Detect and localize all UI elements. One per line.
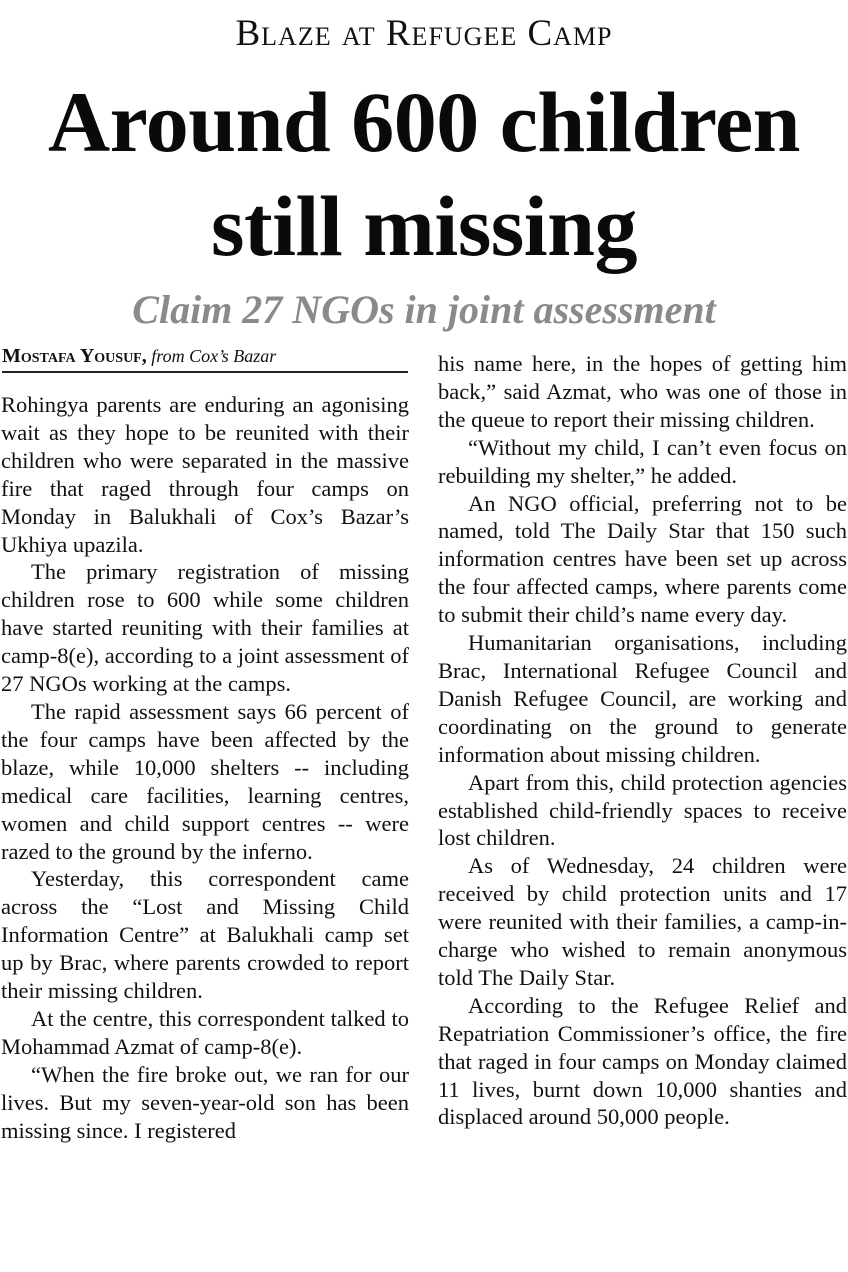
paragraph: According to the Refugee Relief and Repatriation Commissioner’s office, the fire that raged in four camps on Monday claimed 11 lives, burnt down 10,000 shanties and displaced around 50,000 people. bbox=[438, 992, 847, 1130]
article-column-1 bbox=[1, 391, 409, 1144]
article-column-2 bbox=[438, 350, 847, 1131]
headline bbox=[0, 70, 848, 278]
kicker: Blaze at Refugee Camp bbox=[235, 13, 613, 54]
headline-line-2: still missing bbox=[211, 178, 637, 274]
paragraph: Yesterday, this correspondent came across the “Lost and Missing Child Information Centre” at Balukhali camp set up by Brac, where parents crowded to report their missing children. bbox=[1, 866, 409, 1004]
dateline: from Cox’s Bazar bbox=[151, 346, 277, 366]
paragraph: “Without my child, I can’t even focus on rebuilding my shelter,” he added. bbox=[438, 434, 847, 488]
paragraph: Apart from this, child protection agencies established child-friendly spaces to receive lost children. bbox=[438, 769, 847, 851]
paragraph: As of Wednesday, 24 children were received by child protection units and 17 were reunited with their families, a camp-in-charge who wished to remain anonymous told The Daily Star. bbox=[438, 853, 847, 990]
subheadline: Claim 27 NGOs in joint assessment bbox=[132, 287, 716, 332]
headline-line-1: Around 600 children bbox=[48, 74, 800, 170]
paragraph: The primary registration of missing children rose to 600 while some children have started reuniting with their families at camp-8(e), according to a joint assessment of 27 NGOs working at the camps. bbox=[1, 559, 409, 697]
paragraph: The rapid assessment says 66 percent of the four camps have been affected by the blaze, while 10,000 shelters -- including medical care facilities, learning centres, women and child support centres -- were razed to the ground by the inferno. bbox=[1, 698, 409, 864]
paragraph: An NGO official, preferring not to be named, told The Daily Star that 150 such information centres have been set up across the four affected camps, where parents come to submit their child’s name every day. bbox=[438, 490, 847, 628]
paragraph: his name here, in the hopes of getting him back,” said Azmat, who was one of those in the queue to report their missing children. bbox=[438, 351, 847, 432]
paragraph: “When the fire broke out, we ran for our lives. But my seven-year-old son has been missing since. I registered bbox=[1, 1061, 409, 1143]
byline bbox=[2, 343, 408, 373]
paragraph: At the centre, this correspondent talked to Mohammad Azmat of camp-8(e). bbox=[1, 1005, 409, 1059]
paragraph: Humanitarian organisations, including Brac, International Refugee Council and Danish Refugee Council, are working and coordinating on the ground to generate information about missing children. bbox=[438, 630, 847, 767]
paragraph: Rohingya parents are enduring an agonising wait as they hope to be reunited with their children who were separated in the massive fire that raged through four camps on Monday in Balukhali of Cox’s Bazar’s Ukhiya upazila. bbox=[1, 392, 409, 557]
author-name: Mostafa Yousuf, bbox=[2, 345, 147, 367]
